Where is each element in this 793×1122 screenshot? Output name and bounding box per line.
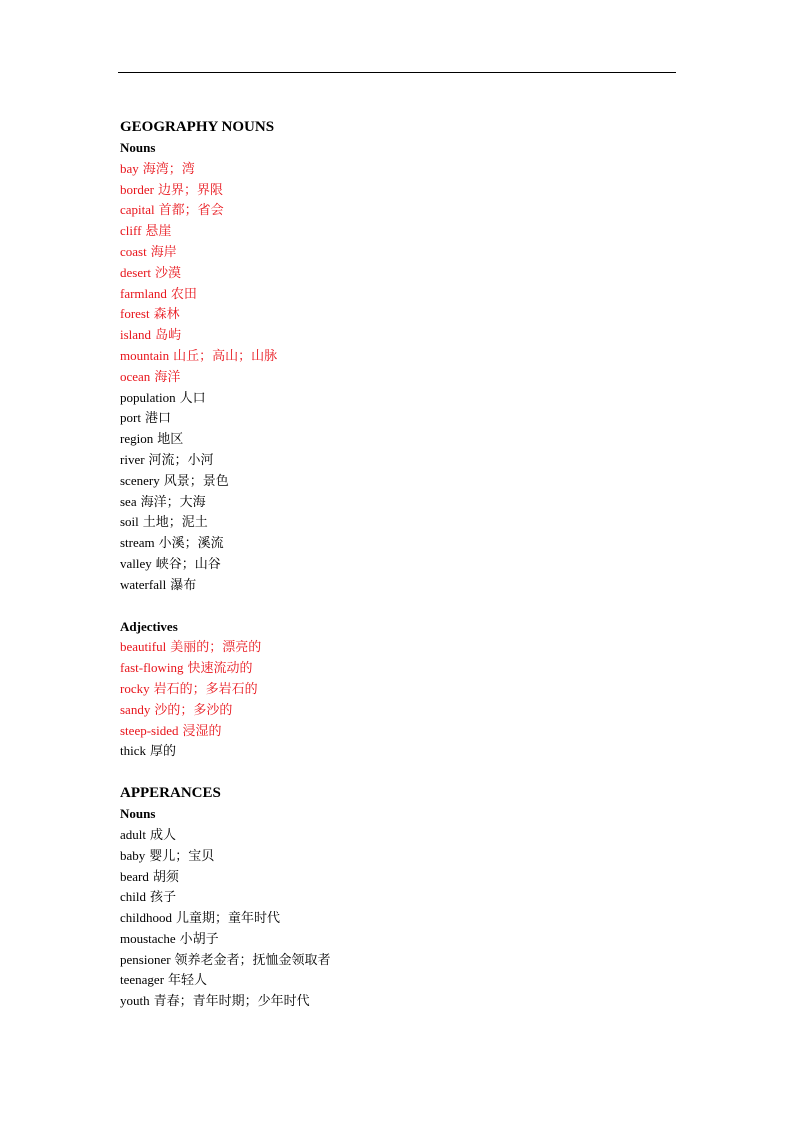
entry-meaning: 河流；小河 [148,451,214,467]
entry-meaning: 沙漠 [155,264,182,280]
entry-meaning: 港口 [144,410,171,426]
entry-term: region [120,431,154,447]
spacer [120,596,680,617]
entry-meaning: 厚的 [150,743,177,759]
vocab-entry [120,429,680,450]
section-title: APPERANCES [120,785,221,802]
vocab-entry [120,242,680,263]
entry-term: child [120,889,146,905]
vocabulary-content [120,117,680,1012]
vocab-entry [120,575,680,596]
vocab-entry [120,741,680,762]
entry-term: coast [120,243,147,259]
entry-term: cliff [120,223,142,239]
group-geography-adjectives [120,617,680,763]
entry-term: population [120,389,176,405]
entry-term: stream [120,535,155,551]
entry-term: capital [120,202,155,218]
entry-meaning: 边界；界限 [157,181,223,197]
vocab-entry [120,450,680,471]
header-rule [118,72,676,73]
entry-meaning: 快速流动的 [187,660,253,676]
entry-term: valley [120,555,152,571]
section-title: GEOGRAPHY NOUNS [120,119,275,135]
section-appearances [120,783,680,1012]
entry-meaning: 领养老金者；抚恤金领取者 [174,951,331,967]
spacer [120,762,680,783]
vocab-entry [120,284,680,305]
entry-term: waterfall [120,576,167,592]
group-appearances-nouns [120,804,680,1012]
entry-term: beard [120,868,149,884]
entry-term: port [120,410,141,426]
entry-meaning: 悬崖 [145,223,172,239]
vocab-entry [120,825,680,846]
entry-term: rocky [120,680,150,696]
entry-meaning: 瀑布 [170,576,197,592]
entry-meaning: 岩石的；多岩石的 [153,680,258,696]
entry-term: soil [120,514,139,530]
entry-term: island [120,327,152,343]
vocab-entry [120,388,680,409]
entry-term: mountain [120,347,170,363]
entry-term: youth [120,993,150,1009]
vocab-entry [120,970,680,991]
entry-meaning: 儿童期；童年时代 [176,910,281,926]
entry-term: farmland [120,285,167,301]
entry-meaning: 胡须 [152,868,179,884]
vocab-entry [120,846,680,867]
vocab-entry [120,658,680,679]
entry-term: fast-flowing [120,660,184,676]
vocab-entry [120,367,680,388]
vocab-entry [120,533,680,554]
entry-meaning: 小溪；溪流 [158,535,224,551]
vocab-entry [120,263,680,284]
entry-meaning: 成人 [150,826,177,842]
vocab-entry [120,221,680,242]
vocab-entry [120,408,680,429]
vocab-entry [120,637,680,658]
entry-term: moustache [120,930,176,946]
entry-term: beautiful [120,639,167,655]
entry-term: bay [120,160,139,176]
entry-term: border [120,181,154,197]
vocab-entry [120,512,680,533]
vocab-entry [120,471,680,492]
entry-meaning: 海岸 [150,243,177,259]
entry-meaning: 孩子 [150,889,177,905]
vocab-entry [120,304,680,325]
entry-meaning: 年轻人 [168,972,208,988]
entry-meaning: 小胡子 [179,930,219,946]
vocab-entry [120,200,680,221]
entry-meaning: 土地；泥土 [142,514,208,530]
group-title: Nouns [120,140,156,155]
entry-term: thick [120,743,146,759]
entry-term: pensioner [120,951,171,967]
vocab-entry [120,721,680,742]
entry-meaning: 人口 [179,389,206,405]
entry-term: baby [120,847,146,863]
entry-meaning: 青春；青年时期；少年时代 [153,993,310,1009]
entry-meaning: 婴儿；宝贝 [149,847,215,863]
entry-meaning: 岛屿 [155,327,182,343]
vocab-entry [120,554,680,575]
entry-term: childhood [120,910,172,926]
entry-term: ocean [120,368,151,384]
vocab-entry [120,700,680,721]
group-title: Adjectives [120,618,178,634]
group-geography-nouns [120,138,680,596]
vocab-entry [120,325,680,346]
section-geography-nouns [120,117,680,762]
entry-meaning: 沙的；多沙的 [154,701,233,717]
group-title: Nouns [120,806,156,822]
entry-meaning: 浸湿的 [182,722,222,738]
vocab-entry [120,929,680,950]
entry-meaning: 地区 [157,431,184,447]
entry-term: sea [120,493,137,509]
entry-meaning: 美丽的；漂亮的 [170,639,262,655]
entry-meaning: 海洋 [154,368,181,384]
entry-meaning: 首都；省会 [158,202,224,218]
entry-meaning: 海湾；湾 [142,160,195,176]
entry-meaning: 风景；景色 [163,472,229,488]
vocab-entry [120,492,680,513]
vocab-entry [120,908,680,929]
entry-term: adult [120,826,146,842]
vocab-entry [120,180,680,201]
entry-term: river [120,451,145,467]
entry-term: sandy [120,701,151,717]
entry-term: desert [120,264,152,280]
entry-meaning: 海洋；大海 [140,493,206,509]
entry-meaning: 森林 [153,306,180,322]
entry-meaning: 农田 [170,285,197,301]
entry-term: forest [120,306,150,322]
entry-term: scenery [120,472,160,488]
vocab-entry [120,950,680,971]
vocab-entry [120,159,680,180]
vocab-entry [120,346,680,367]
vocab-entry [120,887,680,908]
vocab-entry [120,867,680,888]
entry-term: steep-sided [120,722,179,738]
vocab-entry [120,991,680,1012]
vocab-entry [120,679,680,700]
entry-meaning: 峡谷；山谷 [155,555,221,571]
entry-meaning: 山丘；高山；山脉 [173,347,278,363]
entry-term: teenager [120,972,165,988]
